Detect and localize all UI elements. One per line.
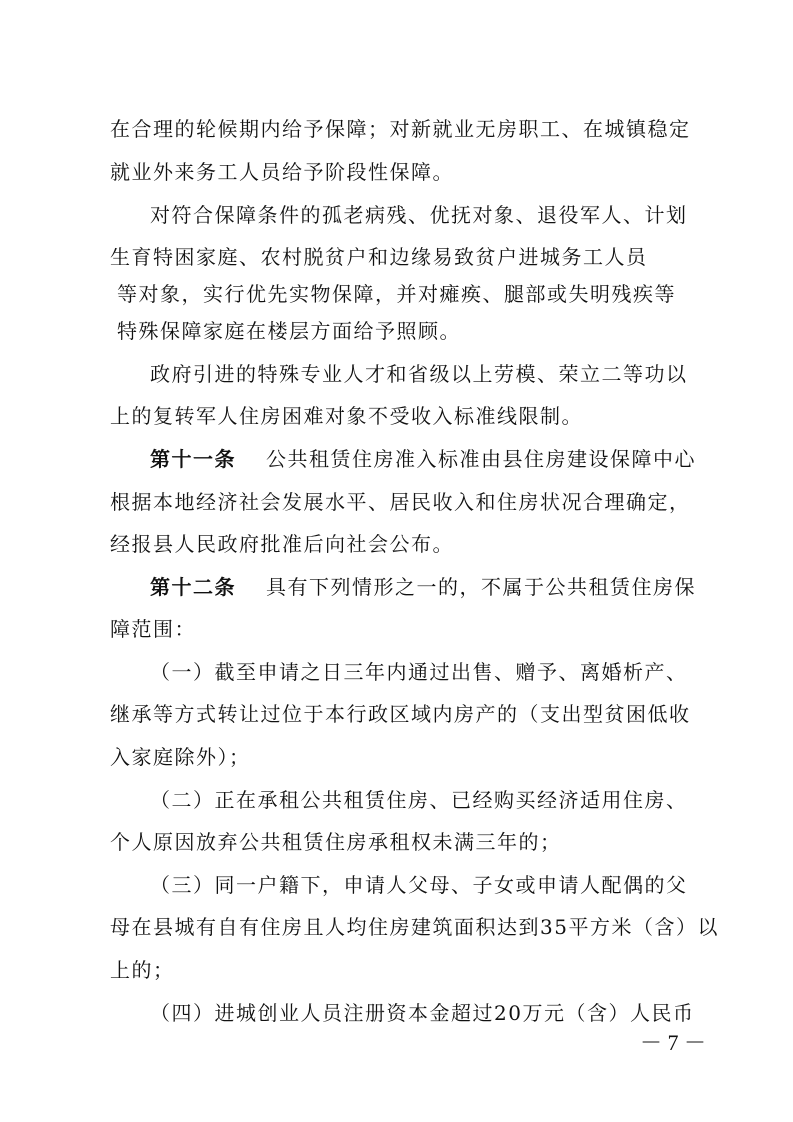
text-line-19: （三）同一户籍下，申请人父母、子女或申请人配偶的父 [150, 873, 688, 897]
text-line-22: （四）进城创业人员注册资本金超过20万元（含）人民币 [150, 1001, 695, 1025]
page-number: － 7 － [640, 1030, 707, 1055]
text-line-20: 母在县城有自有住房且人均住房建筑面积达到35平方米（含）以 [110, 915, 719, 939]
text-line-4: 生育特困家庭、农村脱贫户和边缘易致贫户进城务工人员 [110, 245, 648, 269]
text-line-2: 就业外来务工人员给予阶段性保障。 [110, 160, 454, 184]
article-eleven-text: 公共租赁住房准入标准由县住房建设保障中心 [266, 447, 696, 471]
text-line-21: 上的； [110, 958, 175, 982]
text-line-10: 根据本地经济社会发展水平、居民收入和住房状况合理确定， [110, 490, 691, 514]
text-line-15: 继承等方式转让过位于本行政区域内房产的（支出型贫困低收 [110, 702, 691, 726]
article-eleven-line [150, 447, 696, 471]
text-line-5: 等对象，实行优先实物保障，并对瘫痪、腿部或失明残疾等 [117, 282, 676, 306]
article-twelve-line [150, 575, 696, 599]
text-line-14: （一）截至申请之日三年内通过出售、赠予、离婚析产、 [150, 660, 688, 684]
text-line-13: 障范围： [110, 617, 196, 641]
text-line-11: 经报县人民政府批准后向社会公布。 [110, 532, 454, 556]
article-eleven-title: 第十一条 [150, 447, 236, 471]
article-twelve-title: 第十二条 [150, 575, 236, 599]
text-line-8: 上的复转军人住房困难对象不受收入标准线限制。 [110, 404, 583, 428]
text-line-6: 特殊保障家庭在楼层方面给予照顾。 [117, 319, 461, 343]
article-twelve-text: 具有下列情形之一的，不属于公共租赁住房保 [266, 575, 696, 599]
text-line-3: 对符合保障条件的孤老病残、优抚对象、退役军人、计划 [150, 203, 688, 227]
text-line-17: （二）正在承租公共租赁住房、已经购买经济适用住房、 [150, 788, 688, 812]
text-line-16: 入家庭除外）； [110, 745, 251, 769]
text-line-1: 在合理的轮候期内给予保障；对新就业无房职工、在城镇稳定 [110, 117, 691, 141]
text-line-18: 个人原因放弃公共租赁住房承租权未满三年的； [110, 830, 562, 854]
text-line-7: 政府引进的特殊专业人才和省级以上劳模、荣立二等功以 [150, 362, 688, 386]
